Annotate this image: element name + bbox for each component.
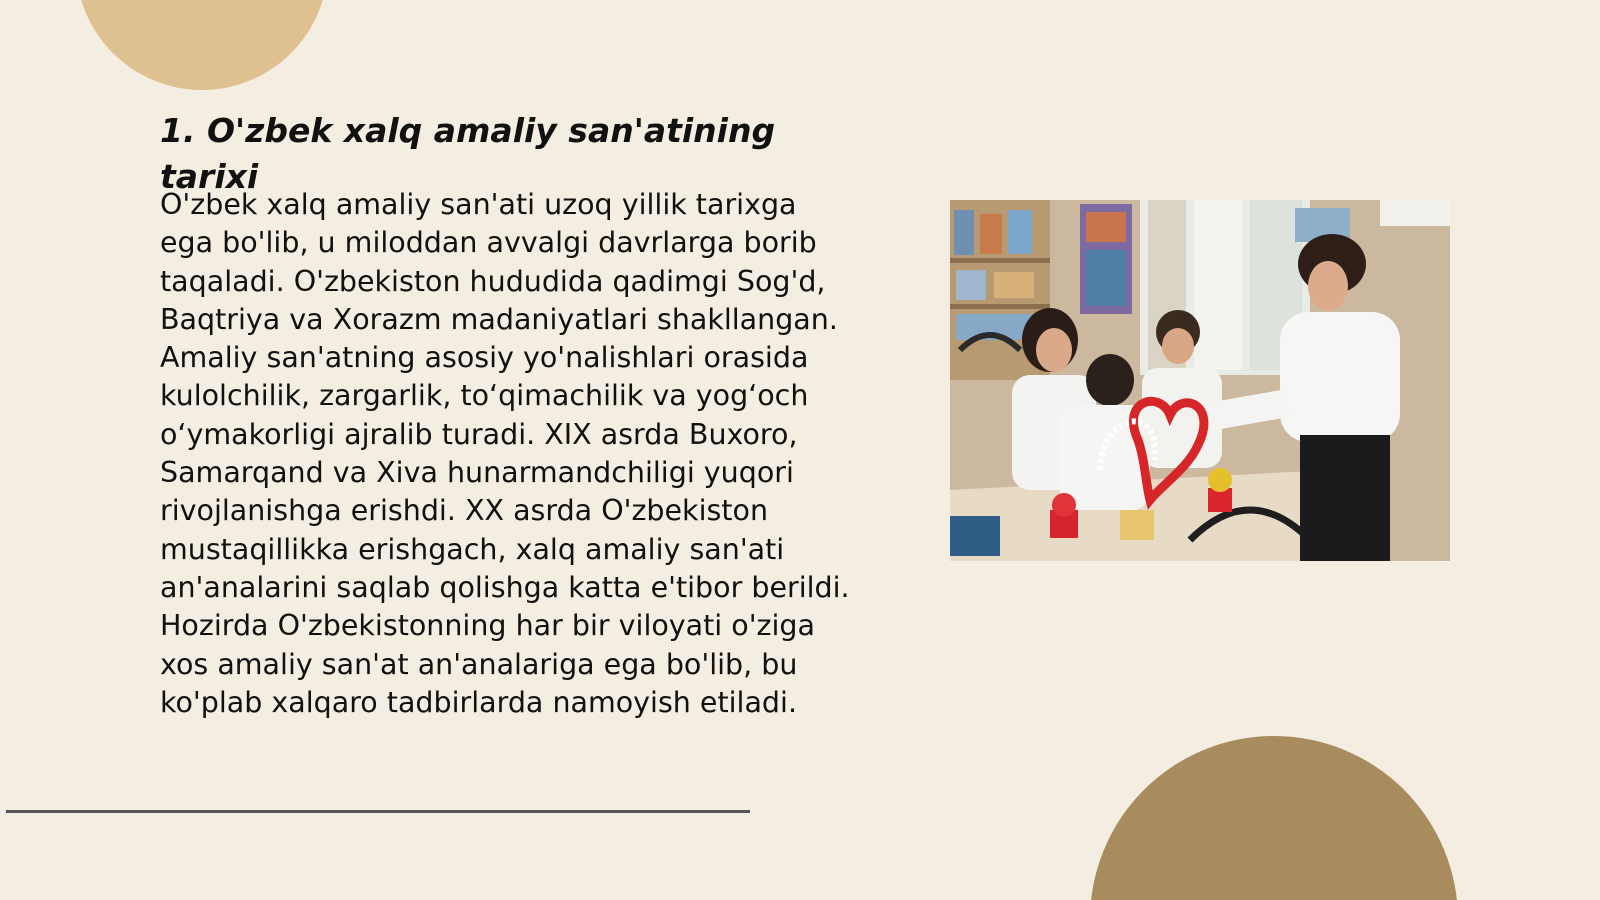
divider-line [6,810,750,813]
slide-title: 1. O'zbek xalq amaliy san'atining tarixi [160,111,776,196]
decorative-circle-top [76,0,328,90]
slide-body-text: O'zbek xalq amaliy san'ati uzoq yillik tarixga ega bo'lib, u miloddan avvalgi davrlarga borib taqaladi. O'zbekiston hududida qadimgi Sog'd, Baqtriya va Xorazm madaniyatlari shakllangan. Amaliy san'atning asosiy yo'nalishlari orasida kulolchilik, zargarlik, to‘qimachilik va yog‘och o‘ymakorligi ajralib turadi. XIX asrda Buxoro, Samarqand va Xiva hunarmandchiligi yuqori rivojlanishga erishdi. XX asrda O'zbekiston mustaqillikka erishgach, xalq amaliy san'ati an'analarini saqlab qolishga katta e'tibor berildi. Hozirda O'zbekistonning har bir viloyati o'ziga xos amaliy san'at an'analariga ega bo'lib, bu ko'plab xalqaro tadbirlarda namoyish etiladi. [160,188,850,719]
decorative-circle-bottom [1090,736,1458,900]
classroom-photo [950,200,1450,561]
